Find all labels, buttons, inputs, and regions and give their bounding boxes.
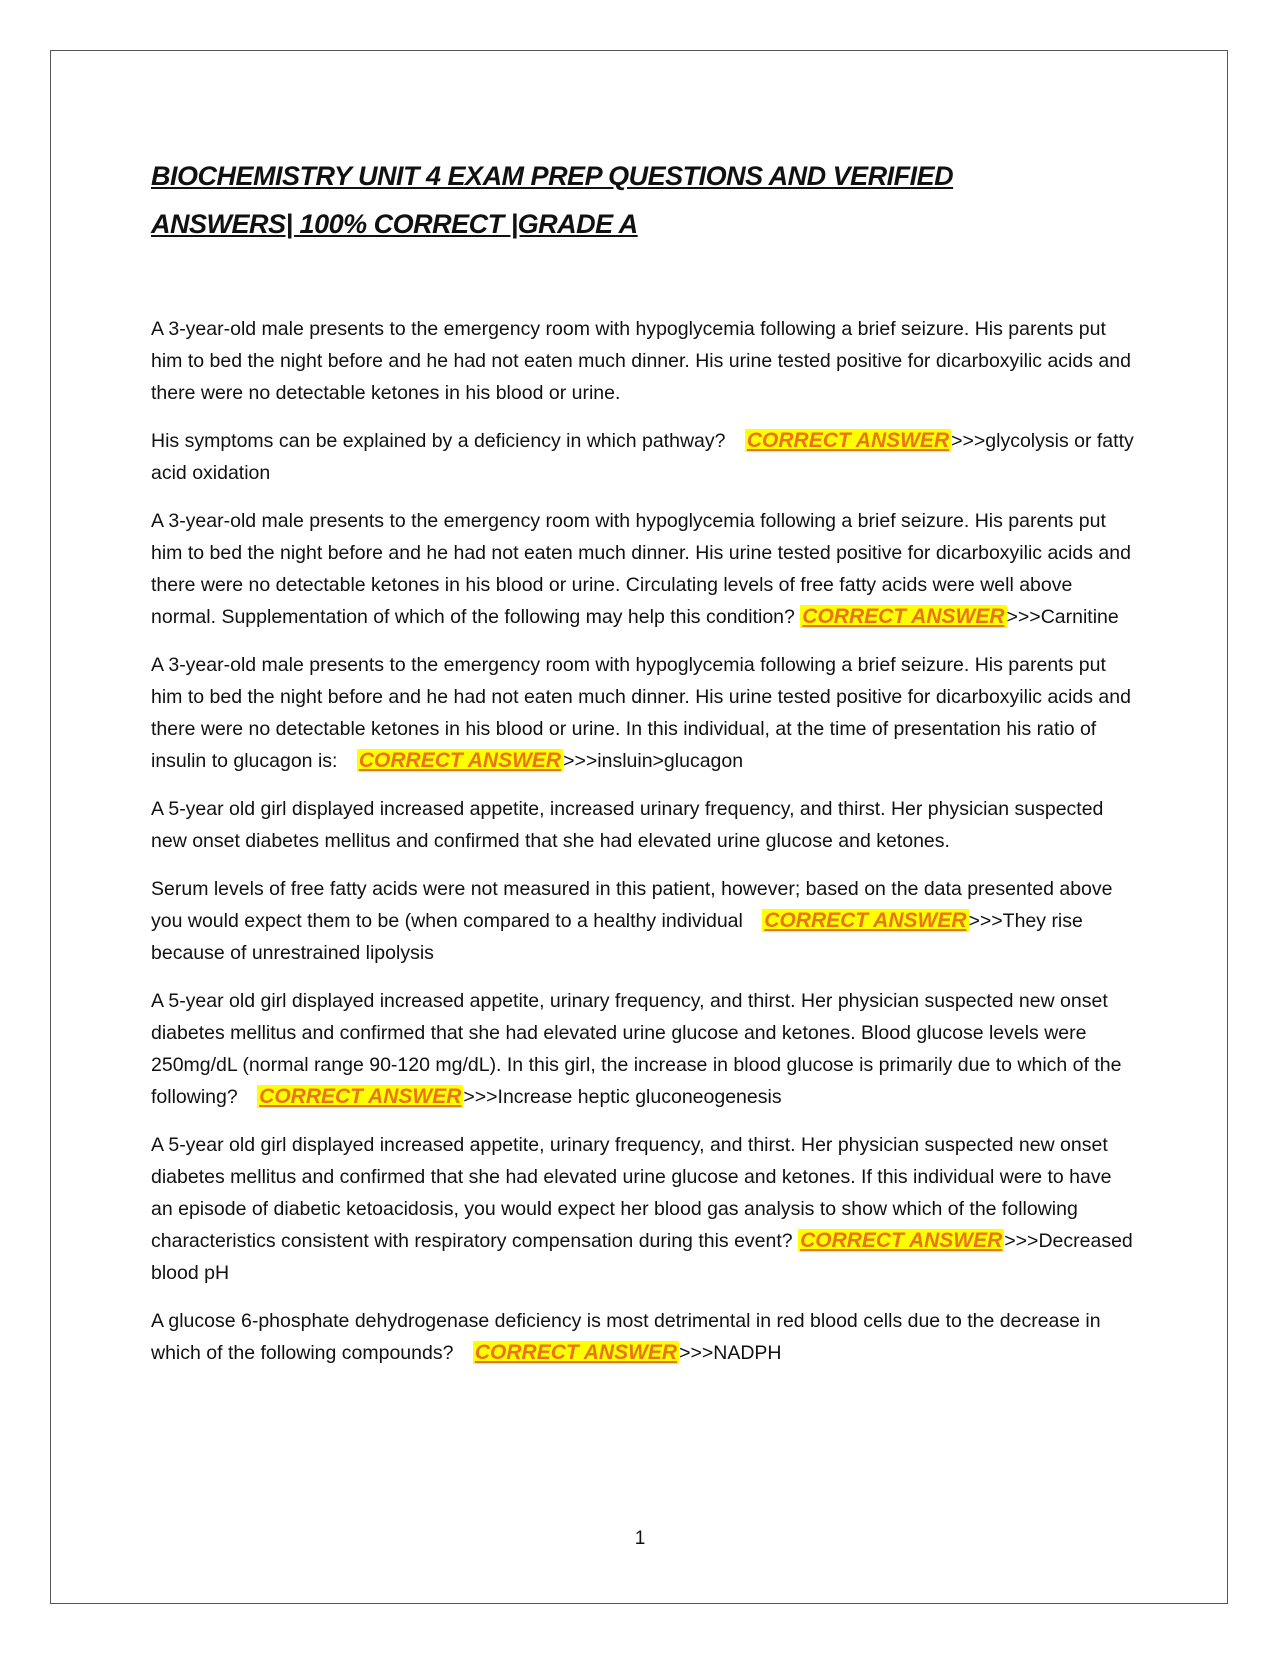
correct-answer-marker: CORRECT ANSWER bbox=[474, 1341, 678, 1364]
answer-text: Increase heptic gluconeogenesis bbox=[497, 1086, 782, 1108]
answer-arrow: >>> bbox=[968, 910, 1003, 932]
document-title bbox=[151, 152, 1136, 248]
question-block bbox=[151, 793, 1136, 857]
answer-arrow: >>> bbox=[463, 1086, 498, 1108]
answer-text: They rise because of unrestrained lipolysis bbox=[151, 910, 1083, 964]
question-block bbox=[151, 313, 1136, 409]
answer-arrow: >>> bbox=[1006, 606, 1041, 628]
answer-text: Decreased blood pH bbox=[151, 1230, 1133, 1284]
page-number: 1 bbox=[634, 1528, 646, 1549]
correct-answer-marker: CORRECT ANSWER bbox=[802, 605, 1005, 628]
question-text: A 3-year-old male presents to the emergency room with hypoglycemia following a brief seizure. His parents put him to bed the night before and he had not eaten much dinner. His urine tested positive for dicarboxyilic acids and there were no detectable ketones in his blood or urine. Circulating levels of free fatty acids were well above normal. Supplementation of which of the following may help this condition? bbox=[151, 510, 1131, 628]
answer-arrow: >>> bbox=[563, 750, 598, 772]
correct-answer-marker: CORRECT ANSWER bbox=[764, 909, 967, 932]
question-text: A 5-year old girl displayed increased appetite, urinary frequency, and thirst. Her physician suspected new onset diabetes mellitus and confirmed that she had elevated urine glucose and ketones. Blood glucose levels were 250mg/dL (normal range 90-120 mg/dL). In this girl, the increase in blood glucose is primarily due to which of the following? bbox=[151, 990, 1122, 1108]
correct-answer-marker: CORRECT ANSWER bbox=[800, 1229, 1003, 1252]
question-text: A 5-year old girl displayed increased appetite, urinary frequency, and thirst. Her physician suspected new onset diabetes mellitus and confirmed that she had elevated urine glucose and ketones. If this individual were to have an episode of diabetic ketoacidosis, you would expect her blood gas analysis to show which of the following characteristics consistent with respiratory compensation during this event? bbox=[151, 1134, 1112, 1252]
answer-text: glycolysis or fatty acid oxidation bbox=[151, 430, 1134, 484]
correct-answer-marker: CORRECT ANSWER bbox=[259, 1085, 462, 1108]
answer-arrow: >>> bbox=[679, 1342, 714, 1364]
answer-arrow: >>> bbox=[951, 430, 986, 452]
correct-answer-marker: CORRECT ANSWER bbox=[746, 429, 950, 452]
title-line-1: BIOCHEMISTRY UNIT 4 EXAM PREP QUESTIONS AND VERIFIED bbox=[151, 161, 954, 191]
question-block bbox=[151, 873, 1136, 969]
question-text: A glucose 6-phosphate dehydrogenase deficiency is most detrimental in red blood cells due to the decrease in which of the following compounds? bbox=[151, 1310, 1101, 1364]
question-text: Serum levels of free fatty acids were not measured in this patient, however; based on the data presented above you would expect them to be (when compared to a healthy individual bbox=[151, 878, 1113, 932]
question-block bbox=[151, 1305, 1136, 1369]
question-block bbox=[151, 985, 1136, 1113]
question-text: A 3-year-old male presents to the emergency room with hypoglycemia following a brief seizure. His parents put him to bed the night before and he had not eaten much dinner. His urine tested positive for dicarboxyilic acids and there were no detectable ketones in his blood or urine. bbox=[151, 318, 1131, 404]
answer-arrow: >>> bbox=[1004, 1230, 1039, 1252]
title-line-2: ANSWERS| 100% CORRECT |GRADE A bbox=[151, 209, 638, 239]
question-block bbox=[151, 425, 1136, 489]
document-body bbox=[151, 152, 1136, 1385]
answer-text: NADPH bbox=[713, 1342, 782, 1364]
question-text: A 5-year old girl displayed increased appetite, increased urinary frequency, and thirst. Her physician suspected new onset diabetes mellitus and confirmed that she had elevated urine glucose and ketones. bbox=[151, 798, 1104, 852]
question-block bbox=[151, 1129, 1136, 1289]
question-text: A 3-year-old male presents to the emergency room with hypoglycemia following a brief seizure. His parents put him to bed the night before and he had not eaten much dinner. His urine tested positive for dicarboxyilic acids and there were no detectable ketones in his blood or urine. In this individual, at the time of presentation his ratio of insulin to glucagon is: bbox=[151, 654, 1131, 772]
question-block bbox=[151, 505, 1136, 633]
answer-text: Carnitine bbox=[1040, 606, 1119, 628]
question-text: His symptoms can be explained by a deficiency in which pathway? bbox=[151, 430, 726, 452]
answer-text: insluin>glucagon bbox=[597, 750, 744, 772]
correct-answer-marker: CORRECT ANSWER bbox=[358, 749, 562, 772]
question-block bbox=[151, 649, 1136, 777]
